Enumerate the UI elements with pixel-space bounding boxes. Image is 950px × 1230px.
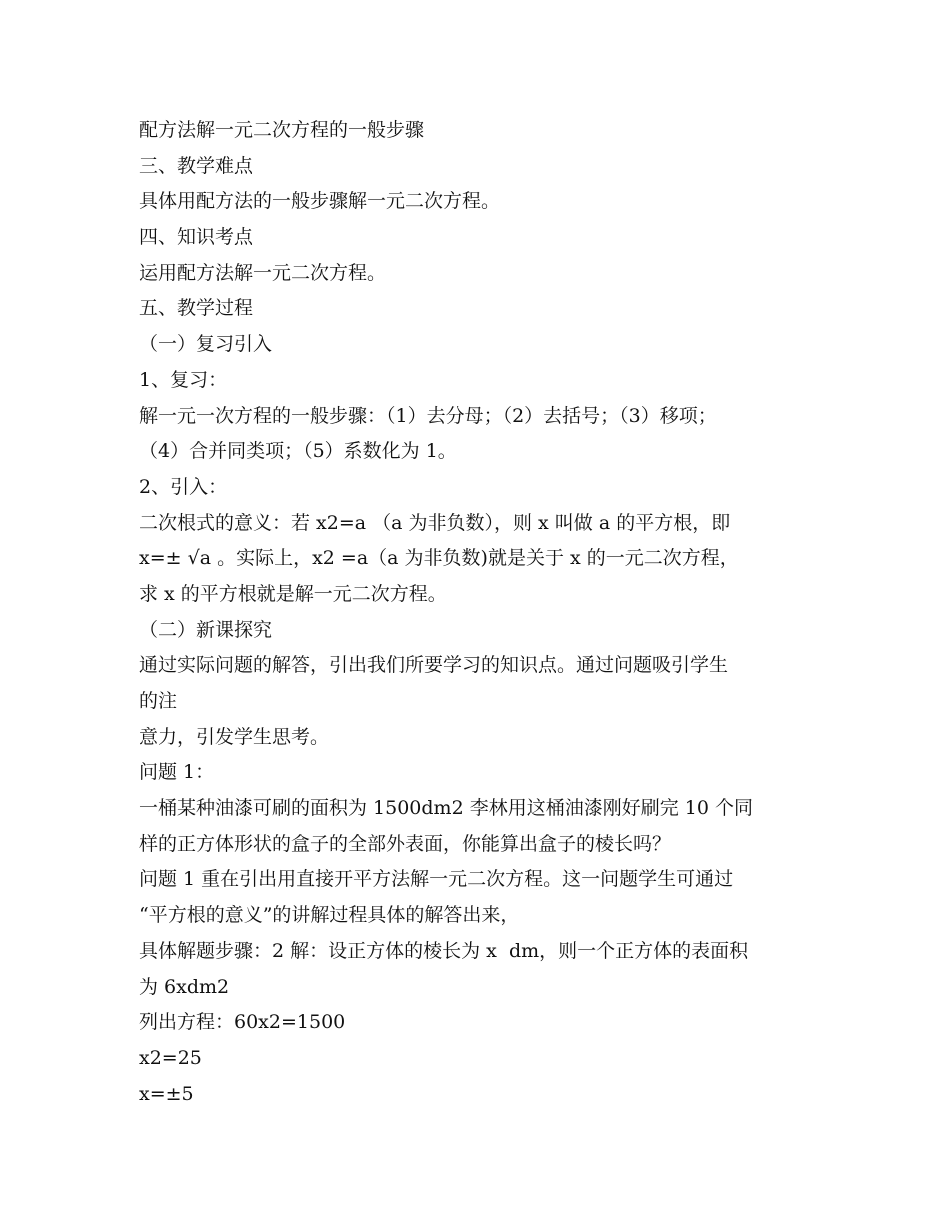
subsection-heading-review: （一）复习引入 [139, 333, 273, 356]
equation-line: x2=25 [139, 1046, 202, 1069]
paragraph-line: 二次根式的意义：若 x2=a （a 为非负数），则 x 叫做 a 的平方根，即 [139, 511, 731, 534]
heading-method-steps: 配方法解一元二次方程的一般步骤 [139, 119, 425, 141]
paragraph-line: 的注 [139, 690, 178, 712]
list-item-review: 1、复习： [139, 368, 228, 391]
equation-line: x=±5 [139, 1082, 194, 1105]
paragraph-line: 求 x 的平方根就是解一元二次方程。 [139, 582, 447, 605]
paragraph-line: 运用配方法解一元二次方程。 [139, 261, 387, 284]
paragraph-line: 意力，引发学生思考。 [139, 725, 330, 748]
problem-label: 问题 1： [139, 761, 215, 784]
list-item-introduction: 2、引入： [139, 475, 228, 498]
paragraph-line: x=± √a 。实际上，x2 =a（a 为非负数)就是关于 x 的一元二次方程， [139, 547, 739, 570]
paragraph-line: （4）合并同类项；（5）系数化为 1。 [139, 440, 457, 463]
section-heading-exam-points: 四、知识考点 [139, 226, 254, 249]
section-heading-process: 五、教学过程 [139, 297, 254, 320]
paragraph-line: 为 6xdm2 [139, 975, 230, 998]
paragraph-line: 具体解题步骤：2 解：设正方体的棱长为 x dm，则一个正方体的表面积 [139, 939, 749, 962]
section-heading-difficulty: 三、教学难点 [139, 154, 254, 177]
paragraph-line: 具体用配方法的一般步骤解一元二次方程。 [139, 190, 501, 213]
paragraph-line: 通过实际问题的解答，引出我们所要学习的知识点。通过问题吸引学生 [139, 654, 729, 677]
equation-line: 列出方程：60x2=1500 [139, 1011, 346, 1034]
paragraph-line: 一桶某种油漆可刷的面积为 1500dm2 李林用这桶油漆刚好刷完 10 个同 [139, 797, 753, 820]
paragraph-line: 样的正方体形状的盒子的全部外表面，你能算出盒子的棱长吗？ [139, 832, 672, 855]
document-body [139, 113, 829, 1112]
paragraph-line: 问题 1 重在引出用直接开平方法解一元二次方程。这一问题学生可通过 [139, 868, 734, 891]
paragraph-line: 解一元一次方程的一般步骤：（1）去分母；（2）去括号；（3）移项； [139, 404, 717, 427]
paragraph-line: “平方根的意义”的讲解过程具体的解答出来， [139, 904, 520, 927]
subsection-heading-new-lesson: （二）新课探究 [139, 618, 273, 641]
